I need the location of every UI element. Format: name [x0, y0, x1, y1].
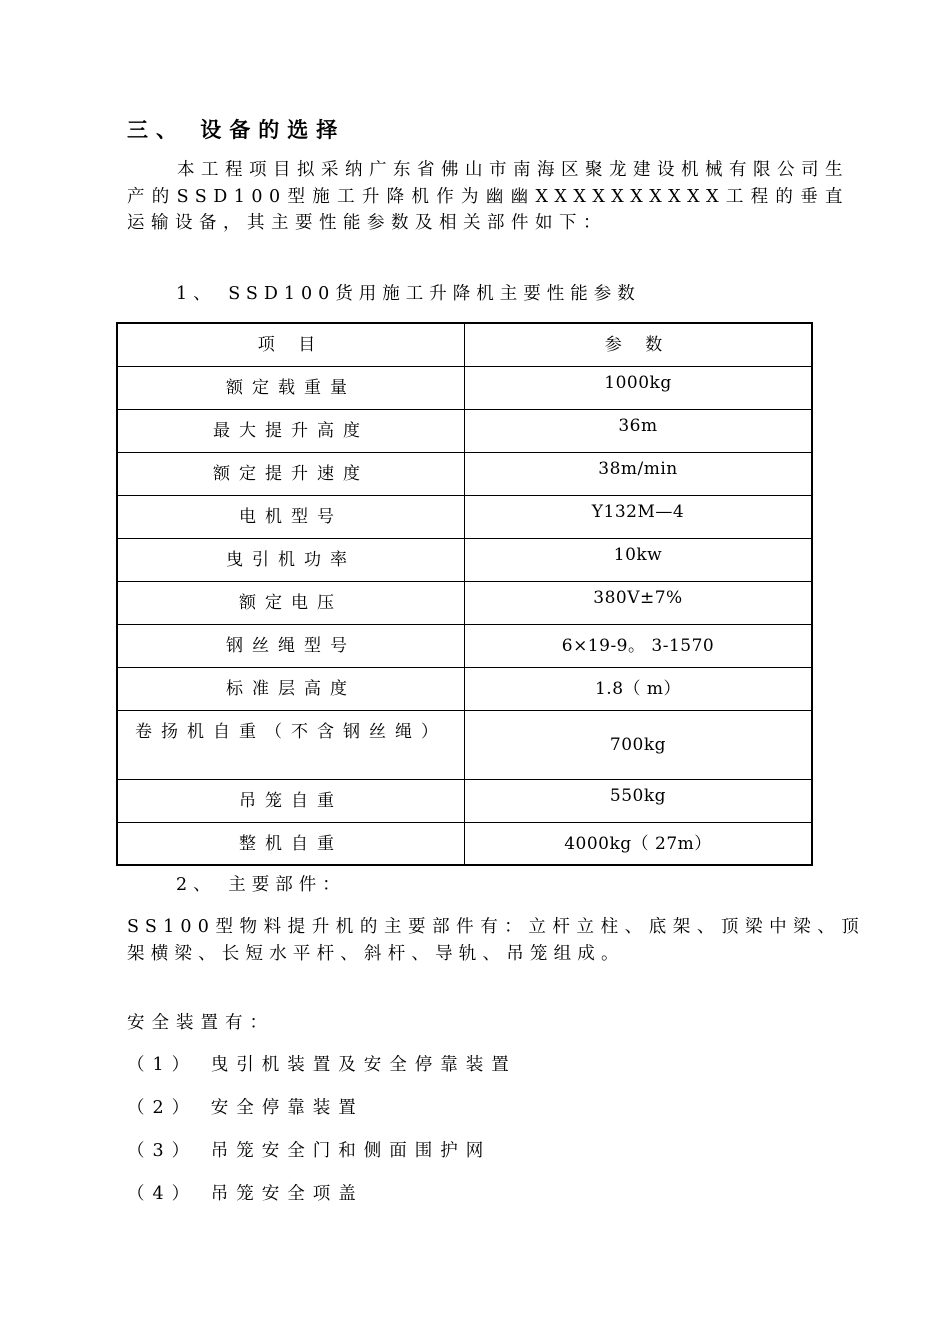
- table-row: [117, 409, 812, 452]
- table-row: [117, 366, 812, 409]
- table-row: [117, 667, 812, 710]
- table-row: [117, 452, 812, 495]
- list-item: （1） 曳引机装置及安全停靠装置: [127, 1055, 517, 1075]
- row-value: 4000kg（ 27m）: [465, 822, 813, 865]
- row-item: 吊笼自重: [117, 779, 465, 822]
- table-row: [117, 581, 812, 624]
- row-item: 曳引机功率: [117, 538, 465, 581]
- row-item: 电机型号: [117, 495, 465, 538]
- row-item: 钢丝绳型号: [117, 624, 465, 667]
- row-item: 标准层高度: [117, 667, 465, 710]
- row-value: 10kw: [465, 538, 813, 581]
- safety-list: [127, 1052, 517, 1224]
- safety-title: 安全装置有：: [127, 1013, 274, 1033]
- table-header-row: [117, 323, 812, 366]
- row-value: 700kg: [465, 710, 813, 779]
- subheading-parts: 2、 主要部件：: [176, 875, 346, 895]
- list-item: （3） 吊笼安全门和侧面围护网: [127, 1141, 492, 1161]
- row-item: 最大提升高度: [117, 409, 465, 452]
- row-value: 38m/min: [465, 452, 813, 495]
- intro-paragraph: 本工程项目拟采纳广东省佛山市南海区聚龙建设机械有限公司生产的SSD100型施工升降机作为幽幽XXXXXXXXXX工程的垂直运输设备，其主要性能参数及相关部件如下：: [127, 160, 849, 233]
- table-row: [117, 538, 812, 581]
- row-value: 550kg: [465, 779, 813, 822]
- row-value: 1.8（ m）: [465, 667, 813, 710]
- header-item: 项 目: [117, 323, 465, 366]
- row-item: 额定提升速度: [117, 452, 465, 495]
- row-item: 卷扬机自重（不含钢丝绳）: [117, 710, 465, 779]
- list-item: （4） 吊笼安全项盖: [127, 1184, 364, 1204]
- table-row: [117, 822, 812, 865]
- table-row: [117, 710, 812, 779]
- row-value: Y132M—4: [465, 495, 813, 538]
- table-row: [117, 779, 812, 822]
- row-value: 380V±7%: [465, 581, 813, 624]
- row-item: 整机自重: [117, 822, 465, 865]
- performance-table: [116, 322, 813, 866]
- row-item: 额定载重量: [117, 366, 465, 409]
- list-item: （2） 安全停靠装置: [127, 1098, 364, 1118]
- row-value: 6×19-9。 3-1570: [465, 624, 813, 667]
- row-item: 额定电压: [117, 581, 465, 624]
- subheading-performance: 1、 SSD100货用施工升降机主要性能参数: [176, 284, 641, 304]
- parts-paragraph: SS100型物料提升机的主要部件有：立杆立柱、底架、顶梁中梁、顶架横梁、长短水平杆、斜杆、导轨、吊笼组成。: [127, 917, 865, 964]
- table-row: [117, 495, 812, 538]
- table-row: [117, 624, 812, 667]
- row-value: 1000kg: [465, 366, 813, 409]
- section-title: 三、 设备的选择: [127, 117, 346, 142]
- row-value: 36m: [465, 409, 813, 452]
- header-value: 参 数: [465, 323, 813, 366]
